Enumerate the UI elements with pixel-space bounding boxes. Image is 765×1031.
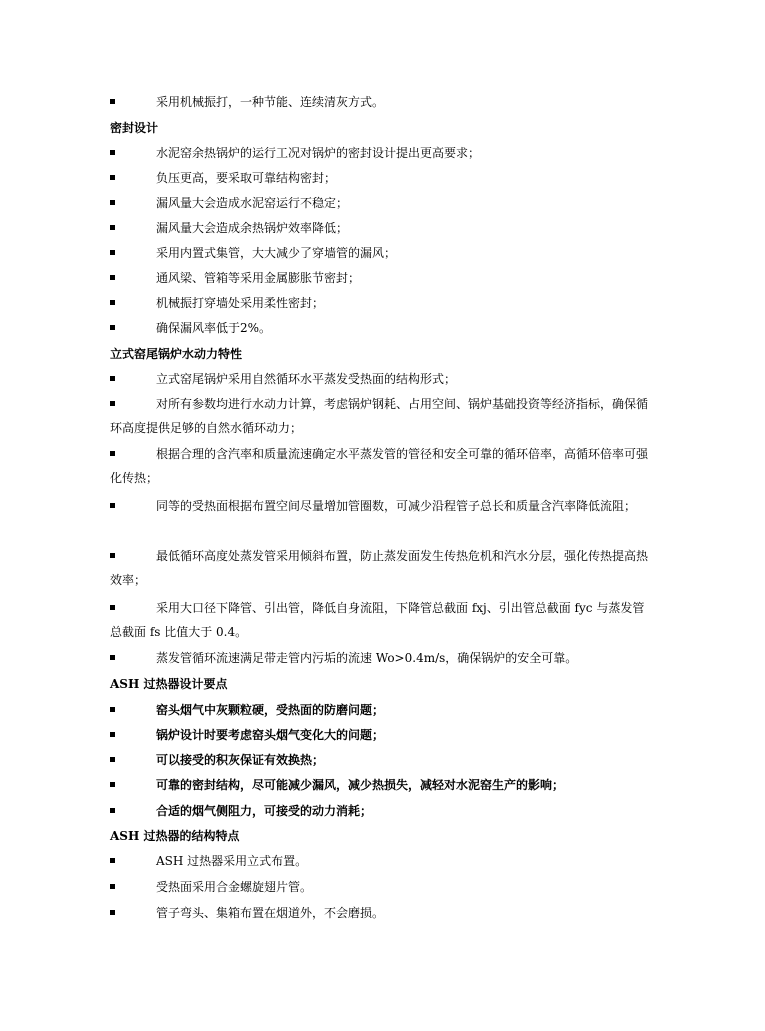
list-item: 可靠的密封结构，尽可能减少漏风，减少热损失，减轻对水泥窑生产的影响； — [110, 777, 655, 793]
list-item: 根据合理的含汽率和质量流速确定水平蒸发管的管径和安全可靠的循环倍率，高循环倍率可强化传热； — [110, 447, 649, 485]
list-item: 可以接受的积灰保证有效换热； — [110, 752, 655, 768]
list-item: 同等的受热面根据布置空间尽量增加管圈数，可减少沿程管子总长和质量含汽率降低流阻； — [110, 494, 655, 518]
bullet-icon — [110, 605, 115, 610]
bullet-icon — [110, 707, 115, 712]
list-item: 采用内置式集管，大大减少了穿墙管的漏风； — [110, 245, 655, 261]
bullet-icon — [110, 782, 115, 787]
bullet-icon — [110, 451, 115, 456]
bullet-icon — [110, 250, 115, 255]
list-item: 负压更高，要采取可靠结构密封； — [110, 170, 655, 186]
bullet-icon — [110, 150, 115, 155]
bullet-icon — [110, 858, 115, 863]
list-item: 漏风量大会造成余热锅炉效率降低； — [110, 220, 655, 236]
bullet-icon — [110, 200, 115, 205]
list-item: 窑头烟气中灰颗粒硬，受热面的防磨问题； — [110, 702, 655, 718]
list-item: 水泥窑余热锅炉的运行工况对锅炉的密封设计提出更高要求； — [110, 145, 655, 161]
list-item: 采用机械振打，一种节能、连续清灰方式。 — [110, 94, 655, 110]
list-item: 立式窑尾锅炉采用自然循环水平蒸发受热面的结构形式； — [110, 371, 655, 387]
section-heading-hydrodynamics: 立式窑尾锅炉水动力特性 — [110, 347, 243, 361]
bullet-icon — [110, 376, 115, 381]
list-item: 管子弯头、集箱布置在烟道外，不会磨损。 — [110, 905, 655, 921]
bullet-icon — [110, 503, 115, 508]
list-item: 漏风量大会造成水泥窑运行不稳定； — [110, 195, 655, 211]
bullet-icon — [110, 99, 115, 104]
bullet-icon — [110, 884, 115, 889]
list-item: 机械振打穿墙处采用柔性密封； — [110, 295, 655, 311]
bullet-icon — [110, 300, 115, 305]
list-item: 采用大口径下降管、引出管，降低自身流阻，下降管总截面 fxj、引出管总截面 fyc 与蒸发管总截面 fs 比值大于 0.4。 — [110, 601, 645, 639]
bullet-icon — [110, 225, 115, 230]
list-item: 受热面采用合金螺旋翅片管。 — [110, 879, 655, 895]
list-item: 通风梁、管箱等采用金属膨胀节密封； — [110, 270, 655, 286]
bullet-icon — [110, 655, 115, 660]
section-heading-ash-structure: ASH 过热器的结构特点 — [110, 829, 240, 843]
list-item: 锅炉设计时要考虑窑头烟气变化大的问题； — [110, 727, 655, 743]
list-item: 合适的烟气侧阻力，可接受的动力消耗； — [110, 803, 655, 819]
bullet-icon — [110, 275, 115, 280]
bullet-icon — [110, 757, 115, 762]
bullet-icon — [110, 732, 115, 737]
bullet-icon — [110, 553, 115, 558]
list-item: 最低循环高度处蒸发管采用倾斜布置，防止蒸发面发生传热危机和汽水分层，强化传热提高热效率； — [110, 549, 649, 587]
list-item: ASH 过热器采用立式布置。 — [110, 853, 655, 869]
bullet-icon — [110, 401, 115, 406]
list-item: 对所有参数均进行水动力计算，考虑锅炉钢耗、占用空间、锅炉基础投资等经济指标，确保循环高度提供足够的自然水循环动力； — [110, 397, 649, 435]
list-item: 蒸发管循环流速满足带走管内污垢的流速 Wo>0.4m/s，确保锅炉的安全可靠。 — [110, 650, 655, 666]
section-heading-ash-design: ASH 过热器设计要点 — [110, 677, 228, 691]
bullet-icon — [110, 175, 115, 180]
bullet-icon — [110, 808, 115, 813]
section-heading-sealing: 密封设计 — [110, 121, 159, 135]
bullet-icon — [110, 325, 115, 330]
bullet-icon — [110, 910, 115, 915]
list-item: 确保漏风率低于2%。 — [110, 320, 655, 336]
